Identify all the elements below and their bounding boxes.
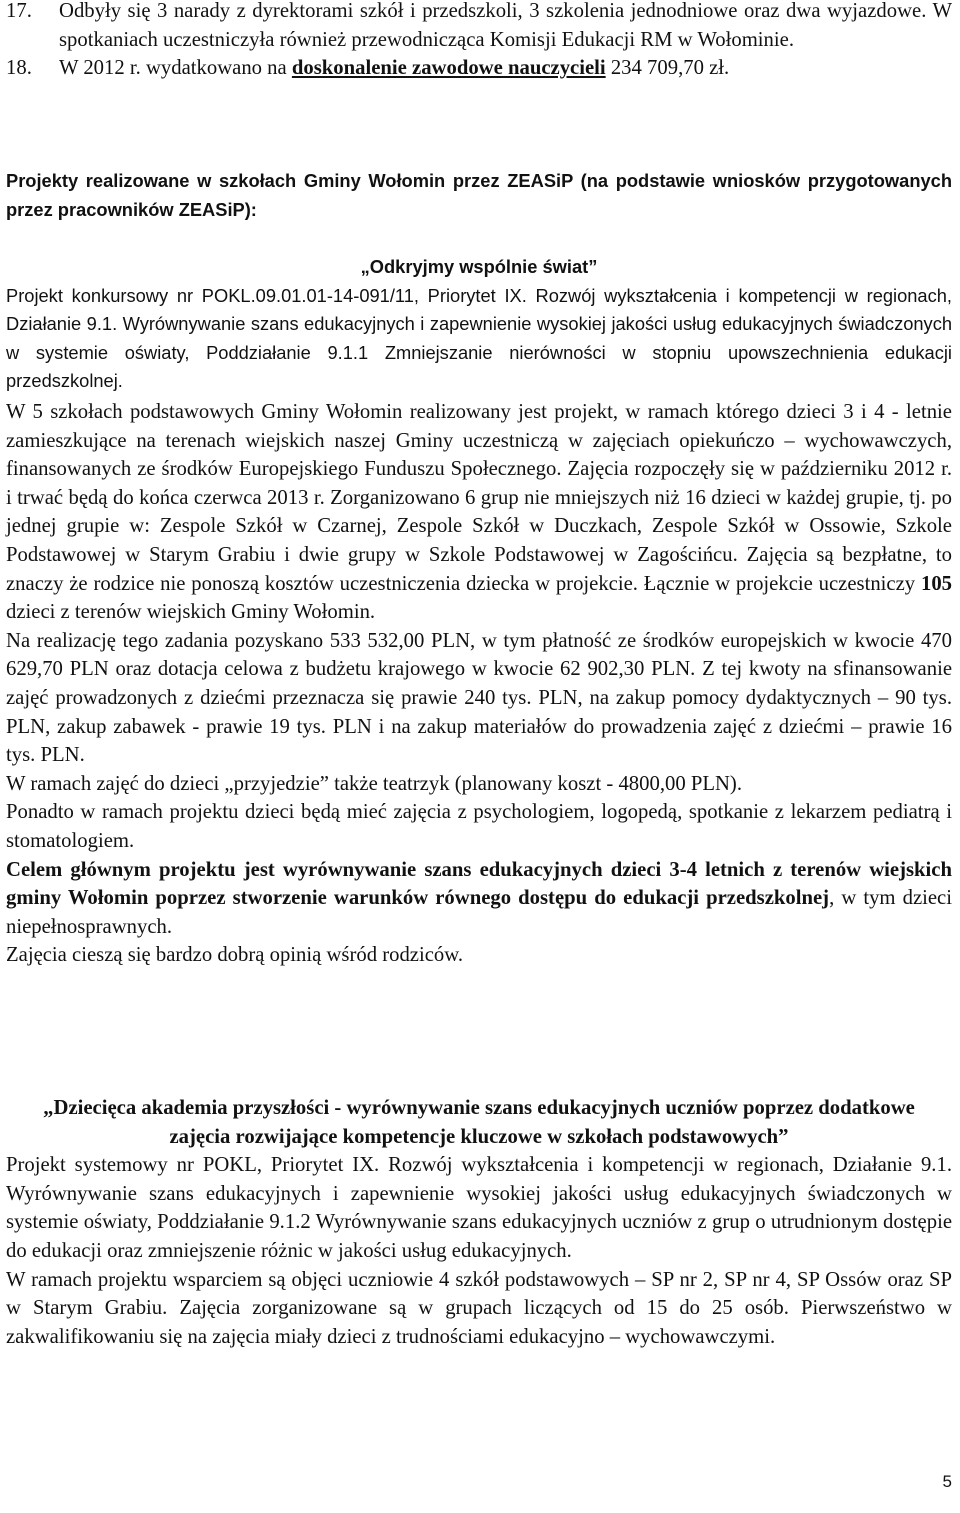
- project-2: [6, 1094, 952, 1351]
- project-1-paragraph: W 5 szkołach podstawowych Gminy Wołomin realizowany jest projekt, w ramach którego dzieci 3 i 4 - letnie zamieszkujące na terenach wiejskich naszej Gminy uczestniczą w zajęciach opiekuńczo – wychowawczych, finansowanych ze środków Europejskiego Funduszu Społecznego. Zajęcia rozpoczęły się w październiku 2012 r. i trwać będą do końca czerwca 2013 r. Zorganizowano 6 grup nie mniejszych niż 16 dzieci w każdej grupie, tj. po jednej grupie w: Zespole Szkół w Czarnej, Zespole Szkół w Duczkach, Zespole Szkół w Ossowie, Szkole Podstawowej w Starym Grabiu i dwie grupy w Szkole Podstawowej w Zagościńcu. Zajęcia są bezpłatne, to znaczy że rodzice nie ponoszą kosztów uczestniczenia dziecka w projekcie. Łącznie w projekcie uczestniczy 105 dzieci z terenów wiejskich Gminy Wołomin.: [6, 401, 952, 624]
- section-heading: Projekty realizowane w szkołach Gminy Wołomin przez ZEASiP (na podstawie wniosków przygotowanych przez pracowników ZEASiP):: [6, 170, 952, 220]
- project-1-info: Projekt konkursowy nr POKL.09.01.01-14-091/11, Priorytet IX. Rozwój wykształcenia i kompetencji w regionach, Działanie 9.1. Wyrównywanie szans edukacyjnych i zapewnienie wysokiej jakości usług edukacyjnych świadczonych w systemie oświaty, Poddziałanie 9.1.1 Zmniejszanie nierówności w stopniu upowszechnienia edukacji przedszkolnej.: [6, 284, 952, 392]
- project-1-goal: Celem głównym projektu jest wyrównywanie szans edukacyjnych dzieci 3-4 letnich z terenów wiejskich gminy Wołomin poprzez stworzenie warunków równego dostępu do edukacji przedszkolnej, w tym dzieci niepełnosprawnych.: [6, 858, 952, 938]
- list-item-17: [6, 0, 952, 54]
- project-1-funding-paragraph: Na realizację tego zadania pozyskano 533 532,00 PLN, w tym płatność ze środków europejskich w kwocie 470 629,70 PLN oraz dotacja celowa z budżetu krajowego w kwocie 62 902,30 PLN. Z tej kwoty na sfinansowanie zajęć prowadzonych z dziećmi przeznacza się prawie 240 tys. PLN, na zakup pomocy dydaktycznych – 90 tys. PLN, zakup zabawek - prawie 19 tys. PLN i na zakup materiałów do prowadzenia zajęć z dziećmi – prawie 16 tys. PLN.: [6, 629, 952, 767]
- list-number: 17.: [6, 0, 32, 22]
- participant-count: 105: [920, 572, 952, 595]
- project-1-header: [6, 253, 952, 396]
- numbered-list: [6, 0, 952, 83]
- list-item-text: Odbyły się 3 narady z dyrektorami szkół i przedszkoli, 3 szkolenia jednodniowe oraz dwa wyjazdowe. W spotkaniach uczestniczyła również przewodnicząca Komisji Edukacji RM w Wołominie.: [59, 0, 952, 51]
- underlined-phrase: doskonalenie zawodowe nauczycieli: [291, 57, 606, 80]
- project-1-body: [6, 398, 952, 970]
- list-item-text: 234 709,70 zł.: [605, 57, 730, 80]
- list-item-18: [6, 54, 952, 83]
- project-1-title: „Odkryjmy wspólnie świat”: [360, 256, 598, 277]
- project-2-title: „Dziecięca akademia przyszłości - wyrównywanie szans edukacyjnych uczniów poprzez dodatkowe zajęcia rozwijające kompetencje kluczowe w szkołach podstawowych”: [43, 1097, 915, 1148]
- list-item-text: W 2012 r. wydatkowano na: [59, 57, 292, 80]
- page-number: 5: [942, 1472, 952, 1491]
- project-1-paragraph: Ponadto w ramach projektu dzieci będą mieć zajęcia z psychologiem, logopedą, spotkanie z lekarzem pediatrą i stomatologiem.: [6, 801, 952, 852]
- project-2-paragraph: W ramach projektu wsparciem są objęci uczniowie 4 szkół podstawowych – SP nr 2, SP nr 4, SP Ossów oraz SP w Starym Grabiu. Zajęcia zorganizowane są w grupach liczących od 15 do 25 osób. Pierwszeństwo w zakwalifikowaniu się na zajęcia miały dzieci z trudnościami edukacyjno – wychowawczymi.: [6, 1268, 952, 1348]
- project-2-info: Projekt systemowy nr POKL, Priorytet IX. Rozwój wykształcenia i kompetencji w regionach, Działanie 9.1. Wyrównywanie szans edukacyjnych i zapewnienie wysokiej jakości usług edukacyjnych świadczonych w systemie oświaty, Poddziałanie 9.1.2 Wyrównywanie szans edukacyjnych uczniów z grup o utrudnionym dostępie do edukacji oraz zmniejszenie różnic w jakości usług edukacyjnych.: [6, 1154, 952, 1262]
- list-number: 18.: [6, 57, 32, 80]
- project-1-paragraph: Zajęcia cieszą się bardzo dobrą opinią wśród rodziców.: [6, 944, 464, 967]
- project-1-paragraph: W ramach zajęć do dzieci „przyjedzie” także teatrzyk (planowany koszt - 4800,00 PLN).: [6, 772, 742, 795]
